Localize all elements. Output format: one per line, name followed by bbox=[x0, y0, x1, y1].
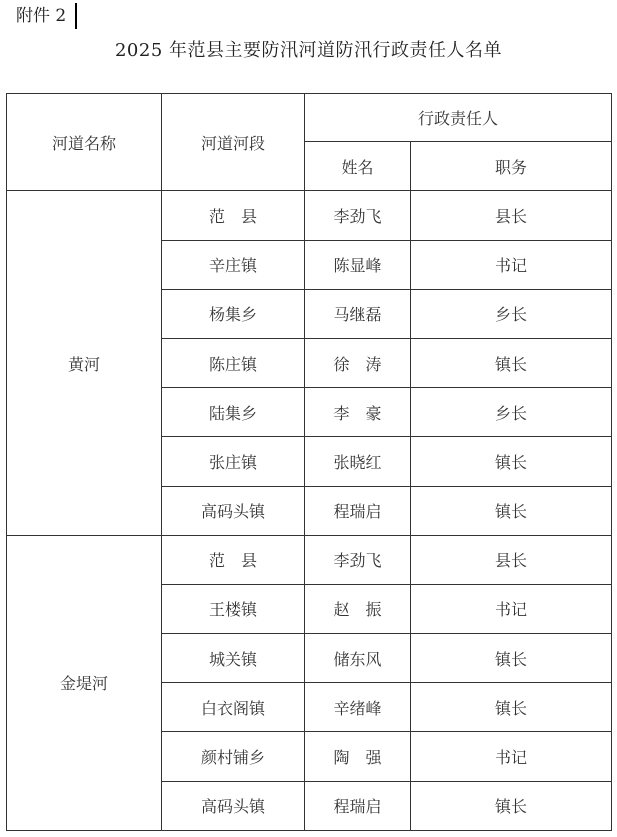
section-cell: 陈庄镇 bbox=[162, 338, 305, 387]
name-cell: 储东风 bbox=[305, 634, 411, 683]
text-cursor bbox=[75, 3, 77, 29]
document-title: 2025 年范县主要防汛河道防汛行政责任人名单 bbox=[114, 40, 503, 61]
position-cell: 镇长 bbox=[411, 437, 612, 486]
responsibility-table bbox=[6, 93, 612, 831]
name-cell: 李 豪 bbox=[305, 388, 411, 437]
position-cell: 镇长 bbox=[411, 781, 612, 830]
position-cell: 县长 bbox=[411, 535, 612, 584]
name-cell: 辛绪峰 bbox=[305, 683, 411, 732]
position-cell: 书记 bbox=[411, 732, 612, 781]
header-section: 河道河段 bbox=[162, 94, 305, 191]
river-name-cell: 黄河 bbox=[7, 191, 162, 535]
name-cell: 陶 强 bbox=[305, 732, 411, 781]
position-cell: 乡长 bbox=[411, 289, 612, 338]
section-cell: 高码头镇 bbox=[162, 486, 305, 535]
table-body bbox=[7, 94, 612, 831]
section-cell: 辛庄镇 bbox=[162, 240, 305, 289]
name-cell: 程瑞启 bbox=[305, 781, 411, 830]
header-responsible: 行政责任人 bbox=[305, 94, 612, 142]
name-cell: 陈显峰 bbox=[305, 240, 411, 289]
header-name: 姓名 bbox=[305, 142, 411, 191]
position-cell: 书记 bbox=[411, 584, 612, 633]
section-cell: 城关镇 bbox=[162, 634, 305, 683]
section-cell: 范 县 bbox=[162, 535, 305, 584]
position-cell: 乡长 bbox=[411, 388, 612, 437]
name-cell: 李劲飞 bbox=[305, 191, 411, 240]
table-row bbox=[7, 535, 612, 584]
position-cell: 镇长 bbox=[411, 683, 612, 732]
river-name-cell: 金堤河 bbox=[7, 535, 162, 830]
section-cell: 颜村铺乡 bbox=[162, 732, 305, 781]
name-cell: 张晓红 bbox=[305, 437, 411, 486]
name-cell: 徐 涛 bbox=[305, 338, 411, 387]
name-cell: 李劲飞 bbox=[305, 535, 411, 584]
position-cell: 县长 bbox=[411, 191, 612, 240]
position-cell: 镇长 bbox=[411, 634, 612, 683]
attachment-label: 附件 2 bbox=[16, 6, 67, 26]
name-cell: 程瑞启 bbox=[305, 486, 411, 535]
section-cell: 范 县 bbox=[162, 191, 305, 240]
section-cell: 白衣阁镇 bbox=[162, 683, 305, 732]
table-row bbox=[7, 191, 612, 240]
section-cell: 高码头镇 bbox=[162, 781, 305, 830]
section-cell: 杨集乡 bbox=[162, 289, 305, 338]
position-cell: 镇长 bbox=[411, 338, 612, 387]
header-row bbox=[7, 94, 612, 142]
section-cell: 张庄镇 bbox=[162, 437, 305, 486]
header-river-name: 河道名称 bbox=[7, 94, 162, 191]
name-cell: 赵 振 bbox=[305, 584, 411, 633]
header-position: 职务 bbox=[411, 142, 612, 191]
position-cell: 书记 bbox=[411, 240, 612, 289]
position-cell: 镇长 bbox=[411, 486, 612, 535]
section-cell: 王楼镇 bbox=[162, 584, 305, 633]
name-cell: 马继磊 bbox=[305, 289, 411, 338]
section-cell: 陆集乡 bbox=[162, 388, 305, 437]
